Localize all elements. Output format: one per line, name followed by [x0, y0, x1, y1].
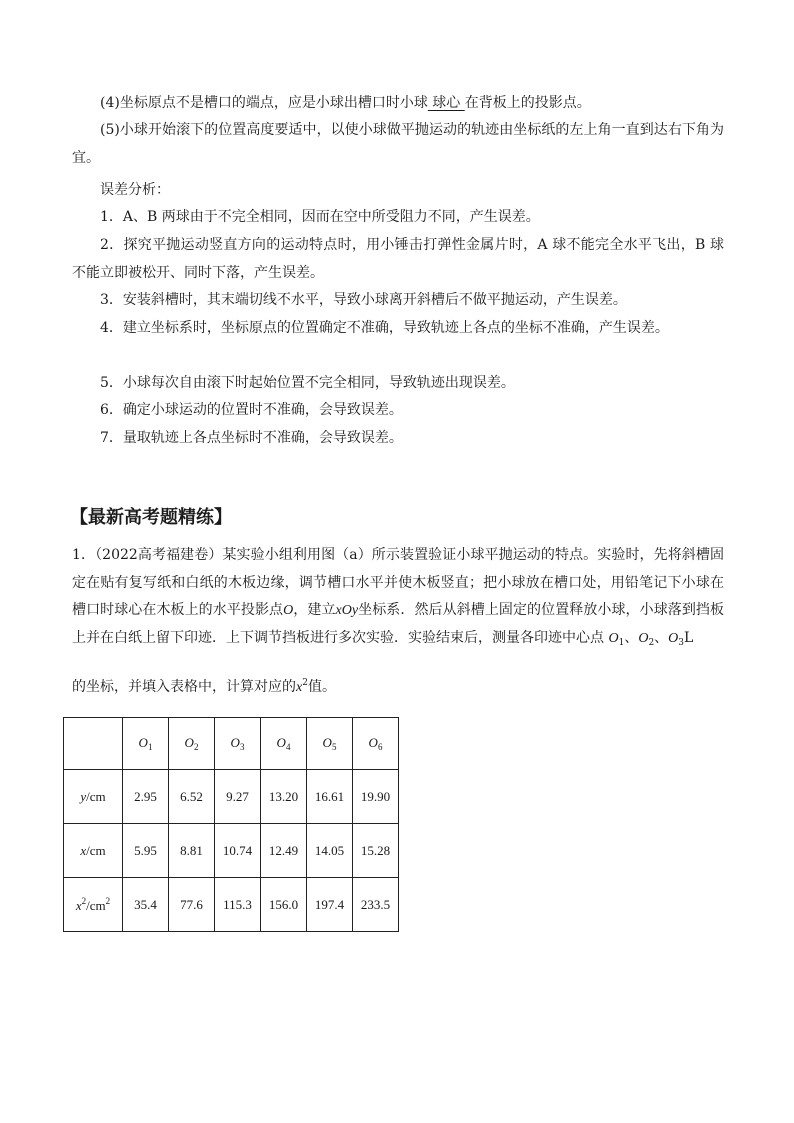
- header-symbol: O: [276, 735, 286, 750]
- table-row: [64, 770, 399, 824]
- header-sub: 6: [377, 742, 383, 752]
- point-o3: O: [668, 630, 679, 646]
- note-item-5: (5)小球开始滚下的位置高度要适中，以使小球做平抛运动的轨迹由坐标纸的左上角一直到达右下角为宜。: [72, 122, 724, 166]
- note-4-text-end: 在背板上的投影点。: [464, 95, 591, 111]
- row-var: x: [75, 897, 82, 913]
- x-squared-exp: 2: [302, 678, 308, 688]
- point-o2: O: [638, 630, 649, 646]
- header-sub: 5: [331, 742, 337, 752]
- table-cell: 6.52: [169, 770, 215, 824]
- question-text-part4: 的坐标，并填入表格中，计算对应的: [72, 679, 296, 695]
- question-1-text: [72, 542, 724, 702]
- row-unit: /cm: [86, 842, 106, 858]
- header-sub: 2: [193, 742, 199, 752]
- note-4-text: (4)坐标原点不是槽口的端点，应是小球出槽口时小球: [100, 95, 428, 111]
- question-text-part2: ，建立: [293, 602, 336, 618]
- table-row: [64, 824, 399, 878]
- coordinate-system-symbol: xOy: [335, 603, 359, 618]
- table-corner-cell: [64, 718, 123, 770]
- error-item-4: 4．建立坐标系时，坐标原点的位置确定不准确，导致轨迹上各点的坐标不准确，产生误差。: [100, 320, 669, 336]
- table-cell: 10.74: [215, 824, 261, 878]
- table-header-cell: [307, 718, 353, 770]
- fill-blank-answer: 球心: [427, 95, 465, 111]
- table-cell: 19.90: [353, 770, 399, 824]
- table-row: [64, 878, 399, 932]
- data-table: [63, 717, 399, 932]
- table-cell: 115.3: [215, 878, 261, 932]
- error-item-7: 7．量取轨迹上各点坐标时不准确，会导致误差。: [100, 430, 403, 446]
- row-label-x-squared: [64, 878, 123, 932]
- question-text-part1: 1．（2022高考福建卷）某实验小组利用图（a）所示装置验证小球平抛运动的特点。实验时，先将斜槽固定在贴有复写纸和白纸的木板边缘，调节槽口水平并使木板竖直；把小球放在槽口处，用铅笔记下小球在槽口时球心在木板上的水平投影点: [72, 547, 724, 618]
- row-unit-exp: 2: [105, 895, 111, 906]
- row-unit: /cm: [86, 897, 106, 913]
- point-o3-sub: 3: [678, 637, 685, 648]
- table-cell: 12.49: [261, 824, 307, 878]
- point-o2-sub: 2: [648, 637, 655, 648]
- table-header-cell: [169, 718, 215, 770]
- point-o1-sub: 1: [618, 637, 625, 648]
- error-item-6: 6．确定小球运动的位置时不准确，会导致误差。: [100, 402, 403, 418]
- table-cell: 197.4: [307, 878, 353, 932]
- row-var-exp: 2: [81, 895, 87, 906]
- table-cell: 15.28: [353, 824, 399, 878]
- table-header-row: [64, 718, 399, 770]
- table-cell: 2.95: [123, 770, 169, 824]
- point-o1: O: [608, 630, 619, 646]
- error-analysis-title: 误差分析：: [100, 182, 170, 198]
- header-symbol: O: [138, 735, 148, 750]
- table-cell: 35.4: [123, 878, 169, 932]
- separator: 、: [624, 629, 639, 646]
- row-var: y: [80, 788, 87, 804]
- error-item-2: 2．探究平抛运动竖直方向的运动特点时，用小锤击打弹性金属片时，A 球不能完全水平飞出，B 球不能立即被松开、同时下落，产生误差。: [72, 237, 724, 281]
- row-var: x: [80, 842, 87, 858]
- row-unit: /cm: [86, 788, 106, 804]
- section-heading: 【最新高考题精练】: [70, 507, 232, 528]
- header-symbol: O: [230, 735, 240, 750]
- table-header-cell: [353, 718, 399, 770]
- table-cell: 16.61: [307, 770, 353, 824]
- header-symbol: O: [184, 735, 194, 750]
- header-symbol: O: [322, 735, 332, 750]
- error-item-1: 1．A、B 两球由于不完全相同，因而在空中所受阻力不同，产生误差。: [100, 209, 540, 225]
- header-sub: 4: [285, 742, 291, 752]
- error-item-5: 5．小球每次自由滚下时起始位置不完全相同，导致轨迹出现误差。: [100, 375, 515, 391]
- header-sub: 1: [147, 742, 153, 752]
- table-cell: 156.0: [261, 878, 307, 932]
- table-cell: 8.81: [169, 824, 215, 878]
- row-label-x: [64, 824, 123, 878]
- error-item-3: 3．安装斜槽时，其末端切线不水平，导致小球离开斜槽后不做平抛运动，产生误差。: [100, 292, 627, 308]
- table-cell: 14.05: [307, 824, 353, 878]
- table-cell: 5.95: [123, 824, 169, 878]
- x-squared-var: x: [296, 680, 303, 695]
- table-cell: 77.6: [169, 878, 215, 932]
- note-item-4: [72, 90, 724, 118]
- question-text-part3: 坐标系．然后从斜槽上固定的位置释放小球，小球落到挡板上并在白纸上留下印迹．上下调节挡板进行多次实验．实验结束后，测量各印迹中心点: [72, 602, 724, 646]
- table-header-cell: [261, 718, 307, 770]
- question-text-part5: 值。: [307, 679, 336, 695]
- origin-symbol: O: [283, 603, 294, 618]
- table-cell: 9.27: [215, 770, 261, 824]
- header-sub: 3: [239, 742, 245, 752]
- table-cell: 233.5: [353, 878, 399, 932]
- separator: 、: [654, 629, 669, 646]
- row-label-y: [64, 770, 123, 824]
- table-header-cell: [123, 718, 169, 770]
- table-cell: 13.20: [261, 770, 307, 824]
- table-header-cell: [215, 718, 261, 770]
- header-symbol: O: [368, 735, 378, 750]
- ellipsis-glyph: L: [684, 629, 694, 646]
